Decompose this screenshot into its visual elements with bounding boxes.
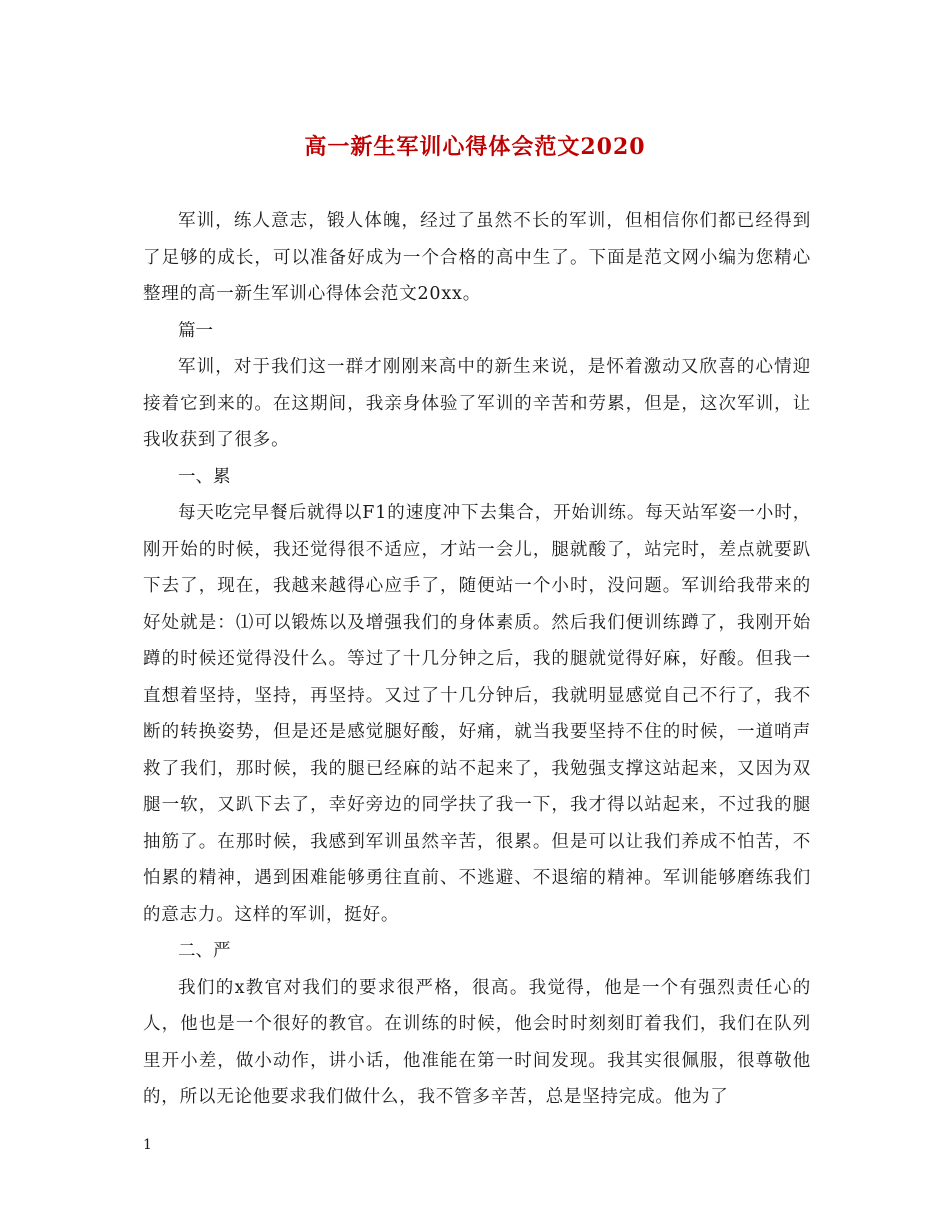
section-heading-tired: 一、累	[178, 466, 231, 487]
body-paragraph: 我们的x教官对我们的要求很严格，很高。我觉得，他是一个有强烈责任心的人，他也是一个很好的教官。在训练的时候，他会时时刻刻盯着我们，我们在队列里开小差，做小动作，讲小话，他准能在第一时间发现。我其实很佩服，很尊敬他的，所以无论他要求我们做什么，我不管多辛苦，总是坚持完成。他为了	[143, 977, 811, 1107]
document-title: 高一新生军训心得体会范文2020	[304, 134, 646, 160]
document-body	[143, 203, 811, 1116]
intro-paragraph: 军训，练人意志，锻人体魄，经过了虽然不长的军训，但相信你们都已经得到了足够的成长，可以准备好成为一个合格的高中生了。下面是范文网小编为您精心整理的高一新生军训心得体会范文20xx。	[143, 211, 811, 304]
page-number: 1	[143, 1137, 152, 1153]
section-heading-part-one: 篇一	[178, 320, 213, 341]
body-paragraph: 军训，对于我们这一群才刚刚来高中的新生来说，是怀着激动又欣喜的心情迎接着它到来的。在这期间，我亲身体验了军训的辛苦和劳累，但是，这次军训，让我收获到了很多。	[143, 357, 811, 450]
body-paragraph: 每天吃完早餐后就得以F1的速度冲下去集合，开始训练。每天站军姿一小时，刚开始的时候，我还觉得很不适应，才站一会儿，腿就酸了，站完时，差点就要趴下去了，现在，我越来越得心应手了，随便站一个小时，没问题。军训给我带来的好处就是：⑴可以锻炼以及增强我们的身体素质。然后我们便训练蹲了，我刚开始蹲的时候还觉得没什么。等过了十几分钟之后，我的腿就觉得好麻，好酸。但我一直想着坚持，坚持，再坚持。又过了十几分钟后，我就明显感觉自己不行了，我不断的转换姿势，但是还是感觉腿好酸，好痛，就当我要坚持不住的时候，一道哨声救了我们，那时候，我的腿已经麻的站不起来了，我勉强支撑这站起来，又因为双腿一软，又趴下去了，幸好旁边的同学扶了我一下，我才得以站起来，不过我的腿抽筋了。在那时候，我感到军训虽然辛苦，很累。但是可以让我们养成不怕苦，不怕累的精神，遇到困难能够勇往直前、不逃避、不退缩的精神。军训能够磨练我们的意志力。这样的军训，挺好。	[143, 503, 811, 925]
section-heading-strict: 二、严	[178, 941, 231, 961]
